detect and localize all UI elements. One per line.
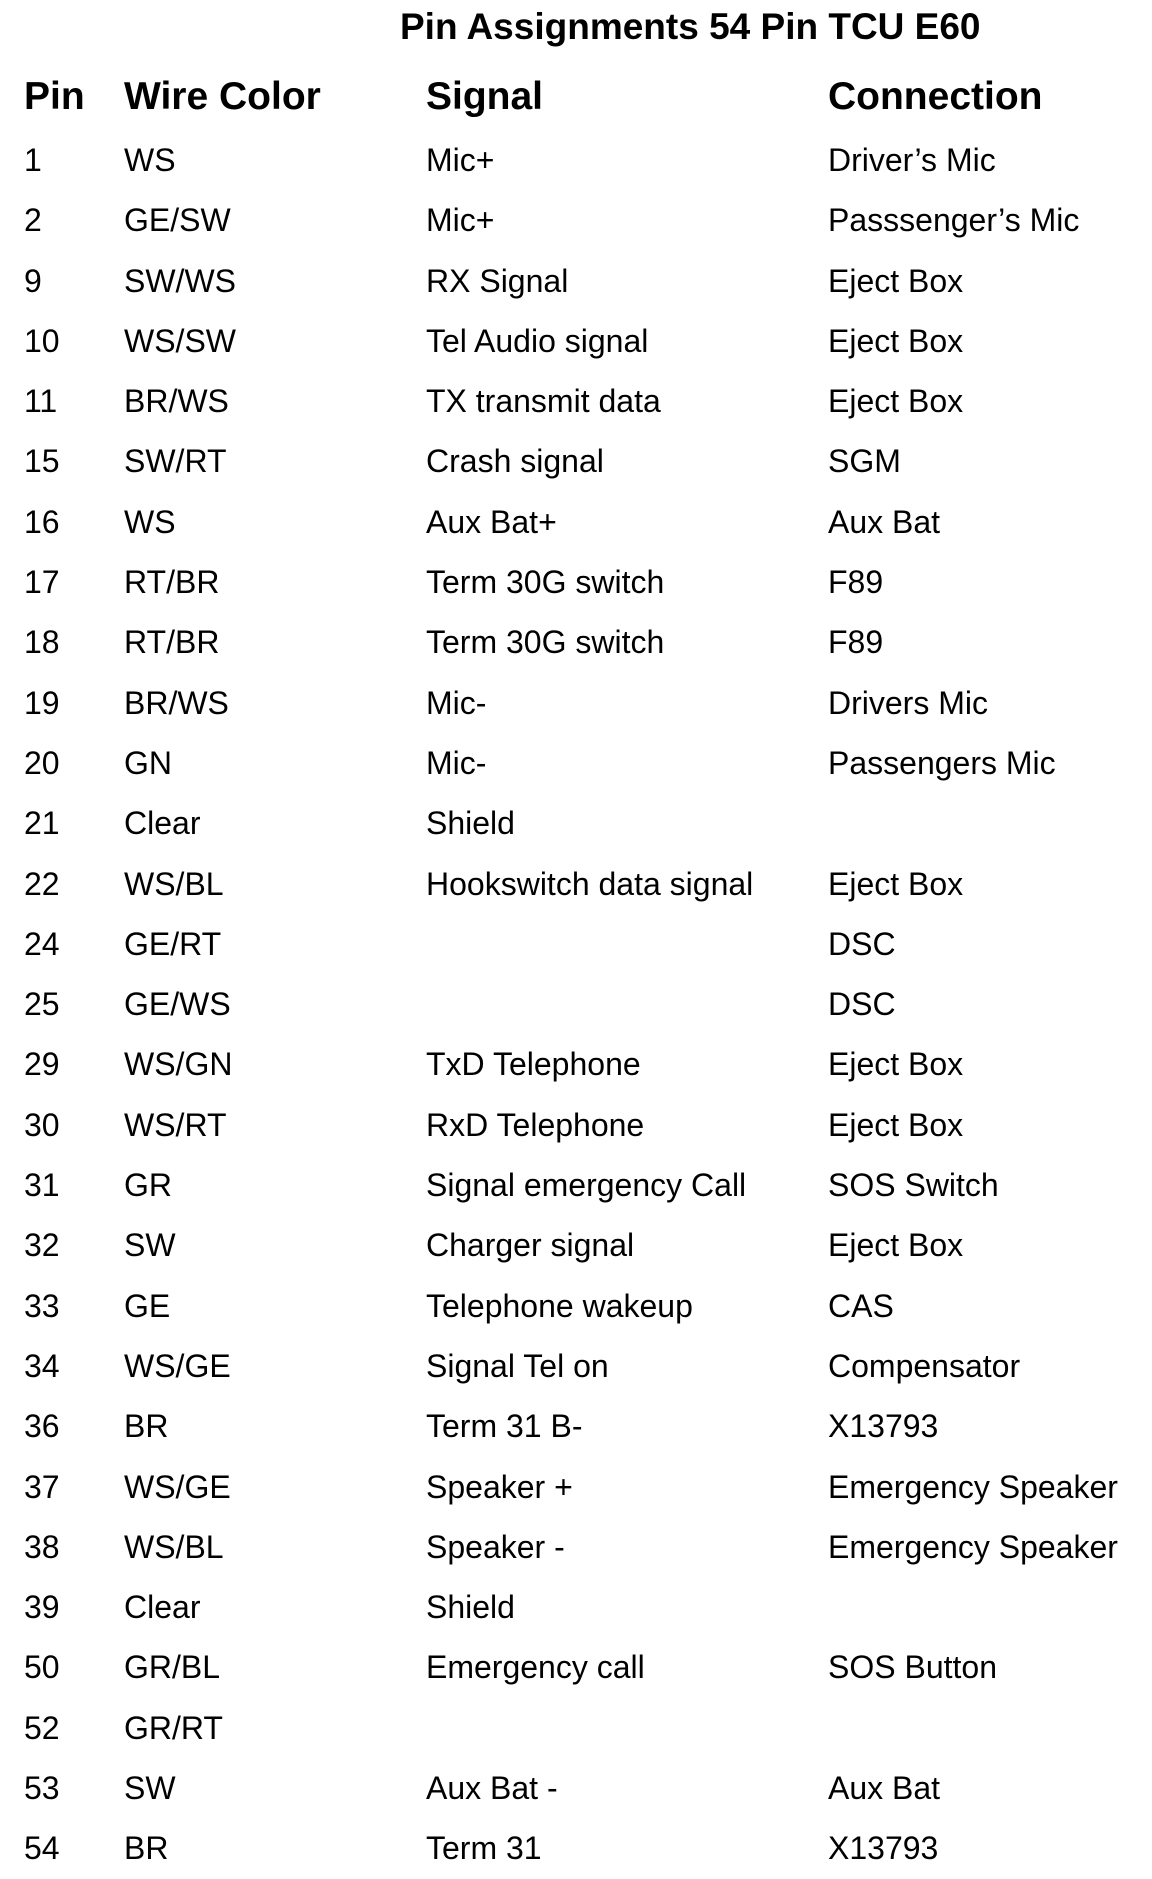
cell-pin: 34 [24,1347,60,1384]
table-row [0,1818,1152,1878]
cell-connection: Eject Box [828,322,964,359]
column-header-pin: Pin [24,75,85,118]
column-header-signal: Signal [426,75,544,118]
table-row [0,251,1152,311]
cell-pin: 20 [24,744,60,781]
cell-connection: Eject Box [828,1227,964,1264]
table-row [0,1637,1152,1697]
cell-wire-color: SW [124,1227,176,1264]
cell-wire-color: GR/RT [124,1709,223,1746]
cell-pin: 1 [24,142,42,178]
cell-signal: Emergency call [426,1649,645,1686]
table-row [0,733,1152,793]
table-row [0,673,1152,733]
column-header-wire-color: Wire Color [124,75,321,118]
table-row [0,914,1152,974]
table-row [0,130,1152,190]
cell-connection: Eject Box [828,865,964,902]
cell-signal: Charger signal [426,1227,635,1264]
cell-connection: Eject Box [828,1046,964,1083]
cell-connection: Driver’s Mic [828,142,996,178]
table-row [0,1758,1152,1818]
cell-wire-color: WS/BL [124,865,224,902]
pin-table-body [0,130,1152,1879]
table-row [0,371,1152,431]
cell-signal: Term 31 B- [426,1408,583,1445]
cell-wire-color: WS/GN [124,1046,233,1083]
cell-signal: Tel Audio signal [426,322,649,359]
cell-wire-color: Clear [124,1589,201,1626]
cell-connection: SOS Switch [828,1167,999,1204]
cell-signal: Aux Bat+ [426,503,557,540]
table-row [0,1276,1152,1336]
cell-signal: Term 30G switch [426,624,665,661]
cell-pin: 29 [24,1046,60,1083]
cell-wire-color: GE/RT [124,925,222,962]
cell-connection: SOS Button [828,1649,997,1686]
cell-wire-color: GR/BL [124,1649,221,1686]
table-row [0,311,1152,371]
cell-pin: 36 [24,1408,60,1445]
cell-wire-color: RT/BR [124,624,220,661]
cell-pin: 9 [24,262,42,299]
table-row [0,1457,1152,1517]
cell-wire-color: WS/BL [124,1528,224,1565]
cell-wire-color: GN [124,744,172,781]
table-row [0,1517,1152,1577]
cell-signal: Shield [426,1589,515,1626]
cell-signal: Mic- [426,684,487,721]
cell-pin: 10 [24,322,60,359]
cell-signal: Term 31 [426,1830,542,1867]
cell-connection: DSC [828,986,896,1023]
cell-signal: TxD Telephone [426,1046,641,1083]
cell-connection: Drivers Mic [828,684,988,721]
cell-connection: Passsenger’s Mic [828,202,1080,239]
cell-pin: 52 [24,1709,60,1746]
cell-wire-color: WS/GE [124,1347,231,1384]
cell-pin: 16 [24,503,60,540]
cell-connection: Aux Bat [828,1770,941,1807]
table-row [0,1396,1152,1456]
cell-wire-color: BR/WS [124,684,229,721]
cell-wire-color: GE/WS [124,986,231,1023]
cell-signal: Mic- [426,744,487,781]
cell-wire-color: WS [124,142,176,178]
cell-connection: Passengers Mic [828,744,1056,781]
cell-wire-color: Clear [124,805,201,842]
cell-connection: Emergency Speaker [828,1468,1118,1505]
cell-signal: Mic+ [426,202,495,239]
table-row [0,1155,1152,1215]
column-header-connection: Connection [828,75,1043,118]
cell-pin: 21 [24,805,60,842]
cell-pin: 2 [24,202,42,239]
cell-signal: Aux Bat - [426,1770,558,1807]
cell-pin: 25 [24,986,60,1023]
table-row [0,431,1152,491]
cell-wire-color: SW/RT [124,443,227,480]
cell-connection: X13793 [828,1408,939,1445]
cell-pin: 19 [24,684,60,721]
cell-signal: Telephone wakeup [426,1287,693,1324]
page-title: Pin Assignments 54 Pin TCU E60 [400,6,981,47]
table-header [0,72,1152,122]
cell-pin: 50 [24,1649,60,1686]
table-row [0,1095,1152,1155]
table-row [0,190,1152,250]
cell-pin: 39 [24,1589,60,1626]
cell-connection: F89 [828,624,884,661]
cell-signal: Speaker + [426,1468,573,1505]
cell-signal: Signal Tel on [426,1347,609,1384]
cell-signal: Term 30G switch [426,564,665,601]
cell-pin: 37 [24,1468,60,1505]
cell-pin: 17 [24,564,60,601]
cell-connection: Eject Box [828,262,964,299]
cell-pin: 30 [24,1106,60,1143]
cell-pin: 32 [24,1227,60,1264]
cell-wire-color: SW/WS [124,262,236,299]
cell-signal: Hookswitch data signal [426,865,754,902]
table-row [0,1698,1152,1758]
cell-wire-color: GE [124,1287,171,1324]
table-row [0,612,1152,672]
table-row [0,1336,1152,1396]
cell-wire-color: GE/SW [124,202,231,239]
cell-signal: Mic+ [426,142,495,178]
cell-wire-color: SW [124,1770,176,1807]
cell-connection: Compensator [828,1347,1021,1384]
cell-connection: Eject Box [828,383,964,420]
cell-connection: Emergency Speaker [828,1528,1118,1565]
cell-pin: 18 [24,624,60,661]
table-row [0,552,1152,612]
table-row [0,974,1152,1034]
cell-pin: 31 [24,1167,60,1204]
cell-pin: 33 [24,1287,60,1324]
cell-connection: X13793 [828,1830,939,1867]
table-row [0,1215,1152,1275]
cell-wire-color: BR/WS [124,383,229,420]
cell-wire-color: WS/RT [124,1106,227,1143]
cell-signal: Shield [426,805,515,842]
table-row [0,1034,1152,1094]
table-row [0,854,1152,914]
cell-connection: F89 [828,564,884,601]
cell-wire-color: BR [124,1830,169,1867]
cell-connection: Eject Box [828,1106,964,1143]
cell-pin: 53 [24,1770,60,1807]
cell-connection: CAS [828,1287,894,1324]
cell-pin: 15 [24,443,60,480]
cell-connection: DSC [828,925,896,962]
cell-wire-color: WS/SW [124,322,236,359]
cell-connection: Aux Bat [828,503,941,540]
cell-wire-color: WS/GE [124,1468,231,1505]
cell-pin: 38 [24,1528,60,1565]
cell-connection: SGM [828,443,901,480]
table-row [0,793,1152,853]
cell-wire-color: GR [124,1167,172,1204]
cell-wire-color: BR [124,1408,169,1445]
cell-signal: RxD Telephone [426,1106,645,1143]
cell-wire-color: RT/BR [124,564,220,601]
cell-pin: 11 [24,383,58,420]
cell-pin: 54 [24,1830,60,1867]
cell-signal: RX Signal [426,262,569,299]
cell-wire-color: WS [124,503,176,540]
cell-signal: Speaker - [426,1528,565,1565]
cell-pin: 22 [24,865,60,902]
cell-signal: Crash signal [426,443,604,480]
cell-pin: 24 [24,925,60,962]
table-row [0,1577,1152,1637]
table-row [0,492,1152,552]
cell-signal: Signal emergency Call [426,1167,747,1204]
cell-signal: TX transmit data [426,383,661,420]
